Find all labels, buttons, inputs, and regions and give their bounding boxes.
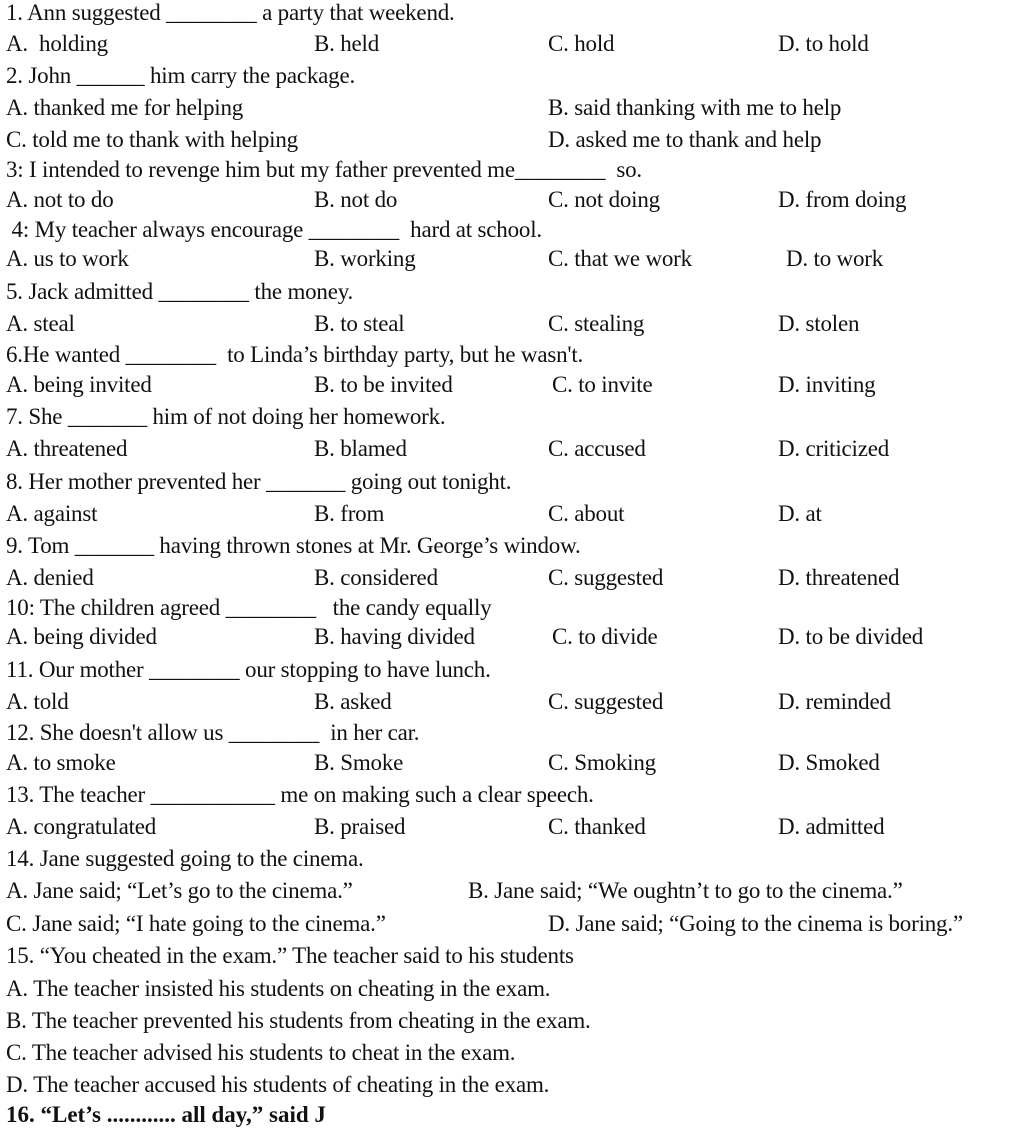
- question-7-option-a: A. threatened: [6, 436, 128, 461]
- question-8-option-d: D. at: [778, 501, 822, 526]
- question-8-option-c: C. about: [548, 501, 625, 526]
- question-15-option-b: B. The teacher prevented his students from cheating in the exam.: [6, 1008, 591, 1033]
- question-2-option-d: D. asked me to thank and help: [548, 127, 822, 152]
- question-9-stem: 9. Tom _______ having thrown stones at Mr. George’s window.: [6, 533, 581, 558]
- question-2-option-c: C. told me to thank with helping: [6, 127, 298, 152]
- question-9-option-c: C. suggested: [548, 565, 664, 590]
- question-15-stem: 15. “You cheated in the exam.” The teacher said to his students: [6, 943, 574, 968]
- question-7-option-c: C. accused: [548, 436, 646, 461]
- question-8-option-b: B. from: [314, 501, 385, 526]
- question-11-option-c: C. suggested: [548, 689, 664, 714]
- question-14-option-a: A. Jane said; “Let’s go to the cinema.”: [6, 878, 353, 903]
- question-16-cut-off-stem: 16. “Let’s ............ all day,” said J: [6, 1102, 326, 1127]
- question-13-option-d: D. admitted: [778, 814, 885, 839]
- question-4-option-d: D. to work: [786, 246, 884, 271]
- question-4-option-b: B. working: [314, 246, 416, 271]
- question-2-stem: 2. John ______ him carry the package.: [6, 63, 355, 88]
- question-10-option-d: D. to be divided: [778, 624, 923, 649]
- question-6-stem: 6.He wanted ________ to Linda’s birthday party, but he wasn't.: [6, 342, 584, 367]
- question-4-option-a: A. us to work: [6, 246, 129, 271]
- question-7-option-d: D. criticized: [778, 436, 890, 461]
- question-7-stem: 7. She _______ him of not doing her homework.: [6, 404, 446, 429]
- question-5-option-d: D. stolen: [778, 311, 860, 336]
- question-2-option-a: A. thanked me for helping: [6, 95, 244, 120]
- question-5-option-a: A. steal: [6, 311, 75, 336]
- question-10-option-c: C. to divide: [552, 624, 658, 649]
- question-15-option-d: D. The teacher accused his students of cheating in the exam.: [6, 1072, 550, 1097]
- question-1-option-b: B. held: [314, 31, 380, 56]
- question-3-option-d: D. from doing: [778, 187, 907, 212]
- question-11-option-b: B. asked: [314, 689, 392, 714]
- question-13-option-b: B. praised: [314, 814, 406, 839]
- question-6-option-a: A. being invited: [6, 372, 152, 397]
- question-5-stem: 5. Jack admitted ________ the money.: [6, 279, 354, 304]
- question-10-option-a: A. being divided: [6, 624, 157, 649]
- question-2-option-b: B. said thanking with me to help: [548, 95, 842, 120]
- question-13-stem: 13. The teacher ___________ me on making such a clear speech.: [6, 782, 594, 807]
- question-11-option-d: D. reminded: [778, 689, 891, 714]
- question-3-option-c: C. not doing: [548, 187, 660, 212]
- question-11-option-a: A. told: [6, 689, 69, 714]
- question-12-option-d: D. Smoked: [778, 750, 880, 775]
- question-14-option-d: D. Jane said; “Going to the cinema is boring.”: [548, 911, 963, 936]
- question-12-option-a: A. to smoke: [6, 750, 116, 775]
- question-6-option-d: D. inviting: [778, 372, 876, 397]
- question-12-option-b: B. Smoke: [314, 750, 404, 775]
- question-15-option-c: C. The teacher advised his students to cheat in the exam.: [6, 1040, 516, 1065]
- question-9-option-d: D. threatened: [778, 565, 900, 590]
- question-15-option-a: A. The teacher insisted his students on cheating in the exam.: [6, 976, 551, 1001]
- question-9-option-a: A. denied: [6, 565, 94, 590]
- question-6-option-c: C. to invite: [552, 372, 653, 397]
- question-8-stem: 8. Her mother prevented her _______ going out tonight.: [6, 469, 512, 494]
- question-10-stem: 10: The children agreed ________ the candy equally: [6, 595, 492, 620]
- question-13-option-a: A. congratulated: [6, 814, 157, 839]
- question-14-stem: 14. Jane suggested going to the cinema.: [6, 846, 364, 871]
- question-12-stem: 12. She doesn't allow us ________ in her car.: [6, 720, 420, 745]
- question-10-option-b: B. having divided: [314, 624, 475, 649]
- question-1-option-c: C. hold: [548, 31, 615, 56]
- question-7-option-b: B. blamed: [314, 436, 407, 461]
- question-12-option-c: C. Smoking: [548, 750, 656, 775]
- question-3-option-b: B. not do: [314, 187, 398, 212]
- question-9-option-b: B. considered: [314, 565, 438, 590]
- question-3-option-a: A. not to do: [6, 187, 114, 212]
- question-1-stem: 1. Ann suggested ________ a party that weekend.: [6, 0, 455, 25]
- question-6-option-b: B. to be invited: [314, 372, 453, 397]
- question-1-option-d: D. to hold: [778, 31, 869, 56]
- question-5-option-c: C. stealing: [548, 311, 645, 336]
- question-14-option-c: C. Jane said; “I hate going to the cinema.”: [6, 911, 386, 936]
- question-1-option-a: A. holding: [6, 31, 108, 56]
- question-8-option-a: A. against: [6, 501, 98, 526]
- question-4-option-c: C. that we work: [548, 246, 692, 271]
- question-14-option-b: B. Jane said; “We oughtn’t to go to the cinema.”: [468, 878, 903, 903]
- question-5-option-b: B. to steal: [314, 311, 405, 336]
- question-3-stem: 3: I intended to revenge him but my father prevented me________ so.: [6, 157, 642, 182]
- question-13-option-c: C. thanked: [548, 814, 646, 839]
- question-11-stem: 11. Our mother ________ our stopping to have lunch.: [6, 657, 491, 682]
- question-4-stem: 4: My teacher always encourage ________ hard at school.: [6, 217, 542, 242]
